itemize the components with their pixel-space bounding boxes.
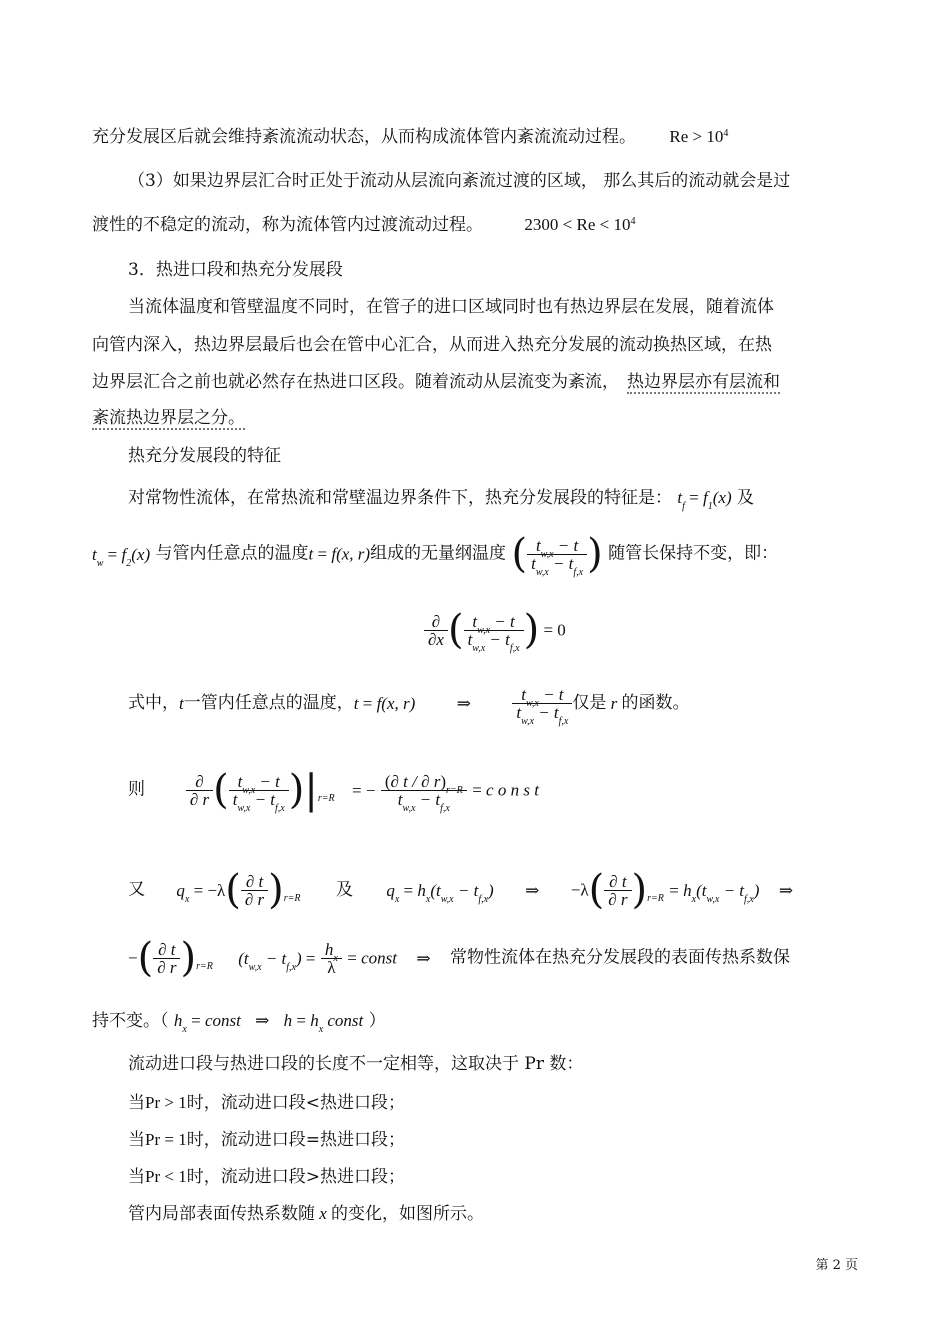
sub-r-R-1: r=R <box>283 892 301 904</box>
formula-pr-eq: Pr = 1 <box>145 1130 187 1149</box>
text-thermal-3: 边界层汇合之前也就必然存在热进口区段。随着流动从层流变为紊流， <box>92 372 619 392</box>
fraction-temp-3: $\frac{t_{w,x} - t}{t_{w,x} - t_{f,x}}$ <box>512 686 572 721</box>
case-pr-gt-1 <box>128 1094 405 1112</box>
fraction-gradient: $\frac{(\partial t / \partial r)_{r=R}}{t_{w,x} - t_{f,x}}$ <box>381 773 467 808</box>
case2-text: 时，流动进口段=热进口段； <box>186 1130 405 1150</box>
symbol-t: t <box>179 694 184 713</box>
subscript-r-eq-R: r=R <box>317 792 335 804</box>
fraction-dt-dr-1: $\frac{\partial t}{\partial r}$ <box>241 873 268 908</box>
fraction-d-dx: $\frac{\partial}{\partial x}$ <box>424 613 448 648</box>
formula-qx: $q_x = -\lambda$ <box>176 880 226 905</box>
fraction-dt-dr-3: $\frac{\partial t}{\partial r}$ <box>153 941 180 976</box>
text-transition-2: 渡性的不稳定的流动，称为流体管内过渡流动过程。 <box>92 215 483 235</box>
text-then: 则 <box>128 779 145 800</box>
text-local-h-tail: 的变化，如图所示。 <box>331 1204 485 1224</box>
paragraph-local-h <box>128 1205 484 1223</box>
implies-arrow-4: ⇒ <box>416 948 431 968</box>
equals-const: = c o n s t <box>472 780 539 800</box>
formula-hx-const: $h_x$ = const ⇒ $h = h_x$ const <box>173 1011 364 1035</box>
paragraph-transition-1 <box>128 173 790 190</box>
case3-text: 时，流动进口段>热进口段； <box>186 1167 405 1187</box>
fraction-temp-4: $\frac{t_{w,x} - t}{t_{w,x} - t_{f,x}}$ <box>229 773 289 808</box>
formula-t-fxr: t = f(x, r) <box>353 694 416 713</box>
text-where-2: 一管内任意点的温度， <box>183 693 354 713</box>
text-constant-b: ） <box>368 1011 386 1031</box>
case1-pre: 当 <box>128 1093 145 1113</box>
minus-sign: − <box>128 948 138 968</box>
formula-tf: $t_f = f_1(x)$ <box>677 488 732 512</box>
section-heading <box>128 262 343 279</box>
text-thermal-2: 向管内深入，热边界层最后也会在管中心汇合，从而进入热充分发展的流动换热区域，在热 <box>92 335 772 355</box>
text-local-h: 管内局部表面传热系数随 <box>128 1204 315 1224</box>
equals-minus: = − <box>351 780 376 800</box>
formula-re: $Re > 10^4$ <box>669 127 729 146</box>
heading-text: 3．热进口段和热充分发展段 <box>128 260 343 280</box>
text-also: 又 <box>128 879 145 900</box>
formula-tw: $t_w = f_2(x)$ <box>92 544 151 569</box>
formula-t: t = f(x, r) <box>308 544 371 564</box>
paragraph-thermal-1 <box>128 299 774 316</box>
text-and-1: 及 <box>737 488 755 508</box>
annotated-text-2: 紊流热边界层之分。 <box>92 408 245 428</box>
formula-q-h: $q_x = h_x(t_{w,x} - t_{f,x})$ <box>386 880 494 905</box>
text-feature-2b: 组成的无量纲温度 <box>370 543 507 564</box>
text-constant-a: 持不变。（ <box>92 1011 169 1031</box>
formula-h-diff: = $h_x(t_{w,x} - t_{f,x})$ <box>669 880 760 905</box>
formula-pr-lt: Pr < 1 <box>145 1167 187 1186</box>
implies-arrow-2: ⇒ <box>525 880 540 900</box>
paren-right-1: ) <box>587 531 603 577</box>
paragraph-turbulent <box>92 128 728 146</box>
paragraph-thermal-3 <box>92 374 780 391</box>
paragraph-feature-2 <box>92 531 779 578</box>
minus-lambda: −λ <box>570 880 589 900</box>
fraction-d-dr: $\frac{\partial}{\partial r}$ <box>186 773 213 808</box>
paragraph-thermal-2 <box>92 337 772 354</box>
paren-left-1: ( <box>511 531 528 577</box>
text-transition-1: （3）如果边界层汇合时正处于流动从层流向紊流过渡的区域， 那么其后的流动就会是过 <box>128 171 791 191</box>
paren-right-5: ) <box>631 867 648 913</box>
case-pr-lt-1 <box>128 1168 405 1186</box>
fraction-dt-dr-2: $\frac{\partial t}{\partial r}$ <box>604 873 631 908</box>
paragraph-constant <box>92 1011 386 1035</box>
formula-pr-gt: Pr > 1 <box>145 1093 187 1112</box>
paren-left-4: ( <box>225 867 241 913</box>
equation-const-h <box>128 935 791 981</box>
case2-pre: 当 <box>128 1130 145 1150</box>
paren-right-6: ) <box>180 935 197 981</box>
sub-r-R-3: r=R <box>196 960 213 972</box>
sub-r-R-2: r=R <box>647 892 664 904</box>
text-turbulent: 充分发展区后就会维持紊流流动状态，从而构成流体管内紊流流动过程。 <box>92 127 636 147</box>
text-where: 式中， <box>128 693 179 713</box>
paragraph-thermal-4 <box>92 410 245 427</box>
case-pr-eq-1 <box>128 1131 405 1149</box>
paren-right-3: ) <box>288 767 305 813</box>
equation-derivative-zero <box>424 607 566 654</box>
symbol-x: x <box>315 1204 332 1223</box>
paren-right-4: ) <box>268 867 284 913</box>
case1-text: 时，流动进口段<热进口段； <box>186 1093 405 1113</box>
symbol-r: r <box>606 694 622 713</box>
paragraph-where <box>128 685 690 727</box>
text-feature-2a: 与管内任意点的温度 <box>155 543 309 564</box>
equation-also <box>128 867 794 913</box>
text-function: 的函数。 <box>621 693 690 713</box>
fraction-h-lambda: $\frac{h_x}{\lambda}$ <box>321 941 342 976</box>
fraction-temp-2: $\frac{t_{w,x} - t}{t_{w,x} - t_{f,x}}$ <box>464 613 524 648</box>
paragraph-pr <box>128 1056 583 1073</box>
equals-zero: = 0 <box>539 620 566 640</box>
paren-left-6: ( <box>137 935 154 981</box>
formula-temp-diff: $(t_{w,x} - t_{f,x})$ = <box>238 948 316 973</box>
equation-then <box>128 767 539 814</box>
text-thermal-1: 当流体温度和管壁温度不同时，在管子的进口区域同时也有热边界层在发展，随着流体 <box>128 297 774 317</box>
formula-re-range: $2300 < Re < 10^4$ <box>524 215 636 234</box>
text-feature-2c: 随管长保持不变，即： <box>608 543 779 564</box>
sub-heading <box>128 448 281 465</box>
paragraph-feature-1 <box>128 488 755 512</box>
annotated-text-1: 热边界层亦有层流和 <box>627 372 780 392</box>
equals-const-2: = const <box>347 948 397 968</box>
text-and-2: 及 <box>335 879 353 900</box>
implies-arrow-1: ⇒ <box>456 694 471 713</box>
page-number: 第 2 页 <box>815 1258 858 1273</box>
text-only: 仅是 <box>572 693 607 713</box>
paren-left-5: ( <box>588 867 605 913</box>
eval-bar: | <box>304 767 318 813</box>
paren-left-3: ( <box>213 767 229 813</box>
text-const-result: 常物性流体在热充分发展段的表面传热系数保 <box>450 947 791 968</box>
text-feature-1: 对常物性流体，在常热流和常壁温边界条件下，热充分发展段的特征是： <box>128 488 672 508</box>
text-pr: 流动进口段与热进口段的长度不一定相等，这取决于 Pr 数： <box>128 1054 584 1074</box>
paragraph-transition-2 <box>92 216 635 234</box>
implies-arrow-3: ⇒ <box>778 880 794 900</box>
paren-right-2: ) <box>523 607 540 653</box>
fraction-dimensionless: $\frac{t_{w,x} - t}{t_{w,x} - t_{f,x}}$ <box>527 537 587 572</box>
case3-pre: 当 <box>128 1167 145 1187</box>
paren-left-2: ( <box>447 607 464 653</box>
sub-heading-text: 热充分发展段的特征 <box>128 446 281 466</box>
